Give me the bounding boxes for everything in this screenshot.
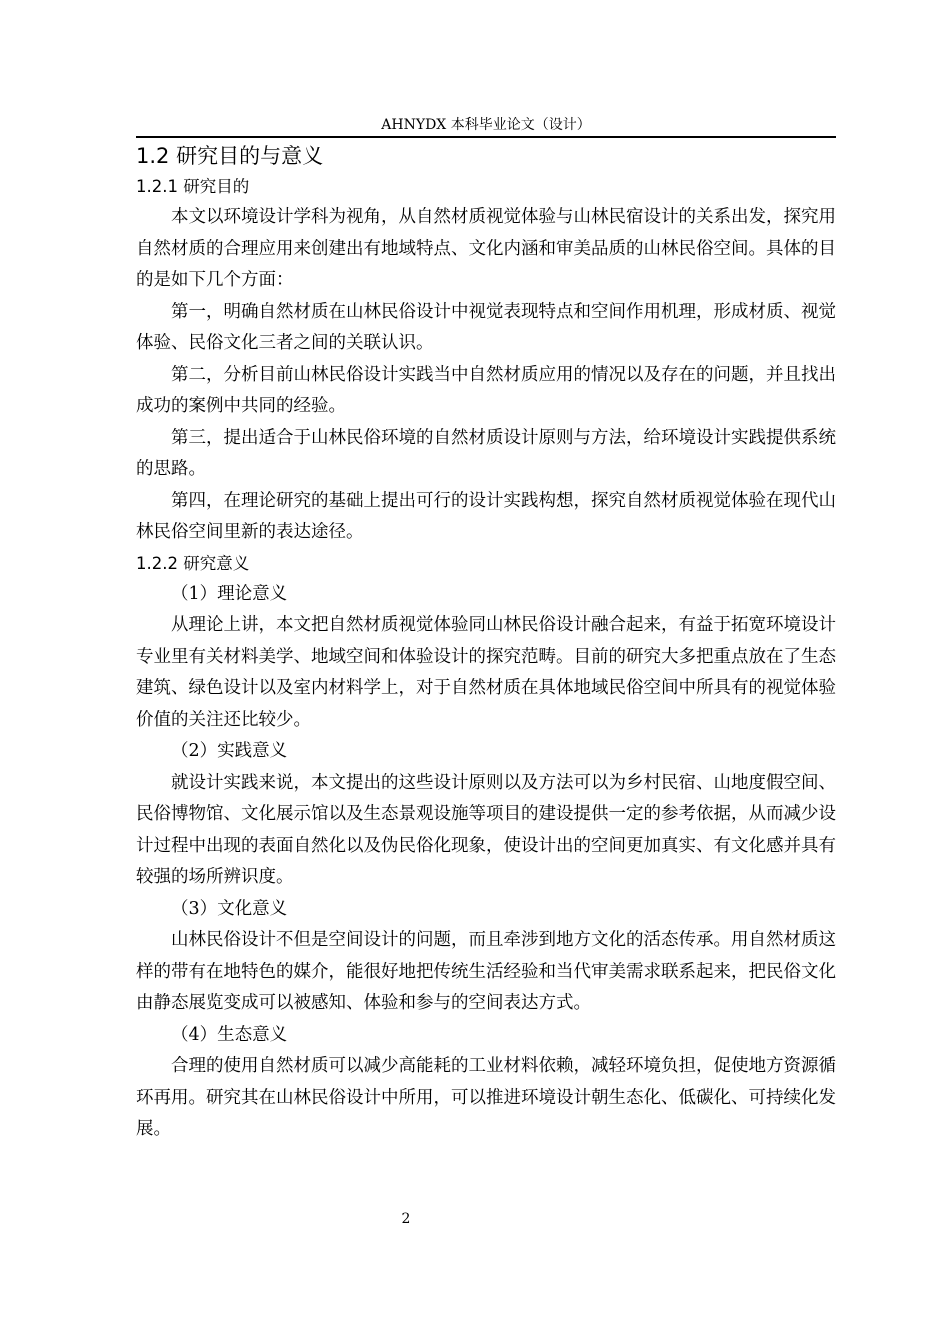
page-body (136, 140, 836, 1146)
subsection-heading-significance: 1.2.2 研究意义 (136, 553, 250, 573)
significance-label-theory: （1）理论意义 (171, 583, 288, 604)
body-paragraph: 就设计实践来说，本文提出的这些设计原则以及方法可以为乡村民宿、山地度假空间、民俗博物馆、文化展示馆以及生态景观设施等项目的建设提供一定的参考依据，从而减少设计过程中出现的表面自然化以及伪民俗化现象，使设计出的空间更加真实、有文化感并具有较强的场所辨识度。 (136, 772, 836, 887)
significance-label-practice: （2）实践意义 (171, 741, 288, 761)
body-paragraph: 本文以环境设计学科为视角，从自然材质视觉体验与山林民宿设计的关系出发，探究用自然材质的合理应用来创建出有地域特点、文化内涵和审美品质的山林民俗空间。具体的目的是如下几个方面： (136, 207, 836, 290)
body-paragraph: 山林民俗设计不但是空间设计的问题，而且牵涉到地方文化的活态传承。用自然材质这样的带有在地特色的媒介，能很好地把传统生活经验和当代审美需求联系起来，把民俗文化由静态展览变成可以被感知、体验和参与的空间表达方式。 (136, 930, 836, 1013)
header-rule (136, 136, 836, 138)
body-paragraph: 从理论上讲，本文把自然材质视觉体验同山林民俗设计融合起来，有益于拓宽环境设计专业里有关材料美学、地域空间和体验设计的探究范畴。目前的研究大多把重点放在了生态建筑、绿色设计以及室内材料学上，对于自然材质在具体地域民俗空间中所具有的视觉体验价值的关注还比较少。 (136, 615, 836, 730)
running-header: AHNYDX 本科毕业论文（设计） (381, 117, 591, 133)
body-paragraph: 第二，分析目前山林民俗设计实践当中自然材质应用的情况以及存在的问题，并且找出成功的案例中共同的经验。 (136, 364, 836, 416)
body-paragraph: 合理的使用自然材质可以减少高能耗的工业材料依赖，减轻环境负担，促使地方资源循环再用。研究其在山林民俗设计中所用，可以推进环境设计朝生态化、低碳化、可持续化发展。 (136, 1056, 836, 1139)
significance-label-culture: （3）文化意义 (171, 898, 288, 919)
significance-label-ecology: （4）生态意义 (171, 1024, 288, 1045)
section-heading: 1.2 研究目的与意义 (136, 144, 324, 168)
body-paragraph: 第一，明确自然材质在山林民俗设计中视觉表现特点和空间作用机理，形成材质、视觉体验、民俗文化三者之间的关联认识。 (136, 301, 836, 353)
body-paragraph: 第三，提出适合于山林民俗环境的自然材质设计原则与方法，给环境设计实践提供系统的思路。 (136, 427, 836, 479)
subsection-heading-purpose: 1.2.1 研究目的 (136, 177, 250, 196)
page-number: 2 (401, 1211, 411, 1227)
body-paragraph: 第四，在理论研究的基础上提出可行的设计实践构想，探究自然材质视觉体验在现代山林民俗空间里新的表达途径。 (136, 490, 836, 542)
